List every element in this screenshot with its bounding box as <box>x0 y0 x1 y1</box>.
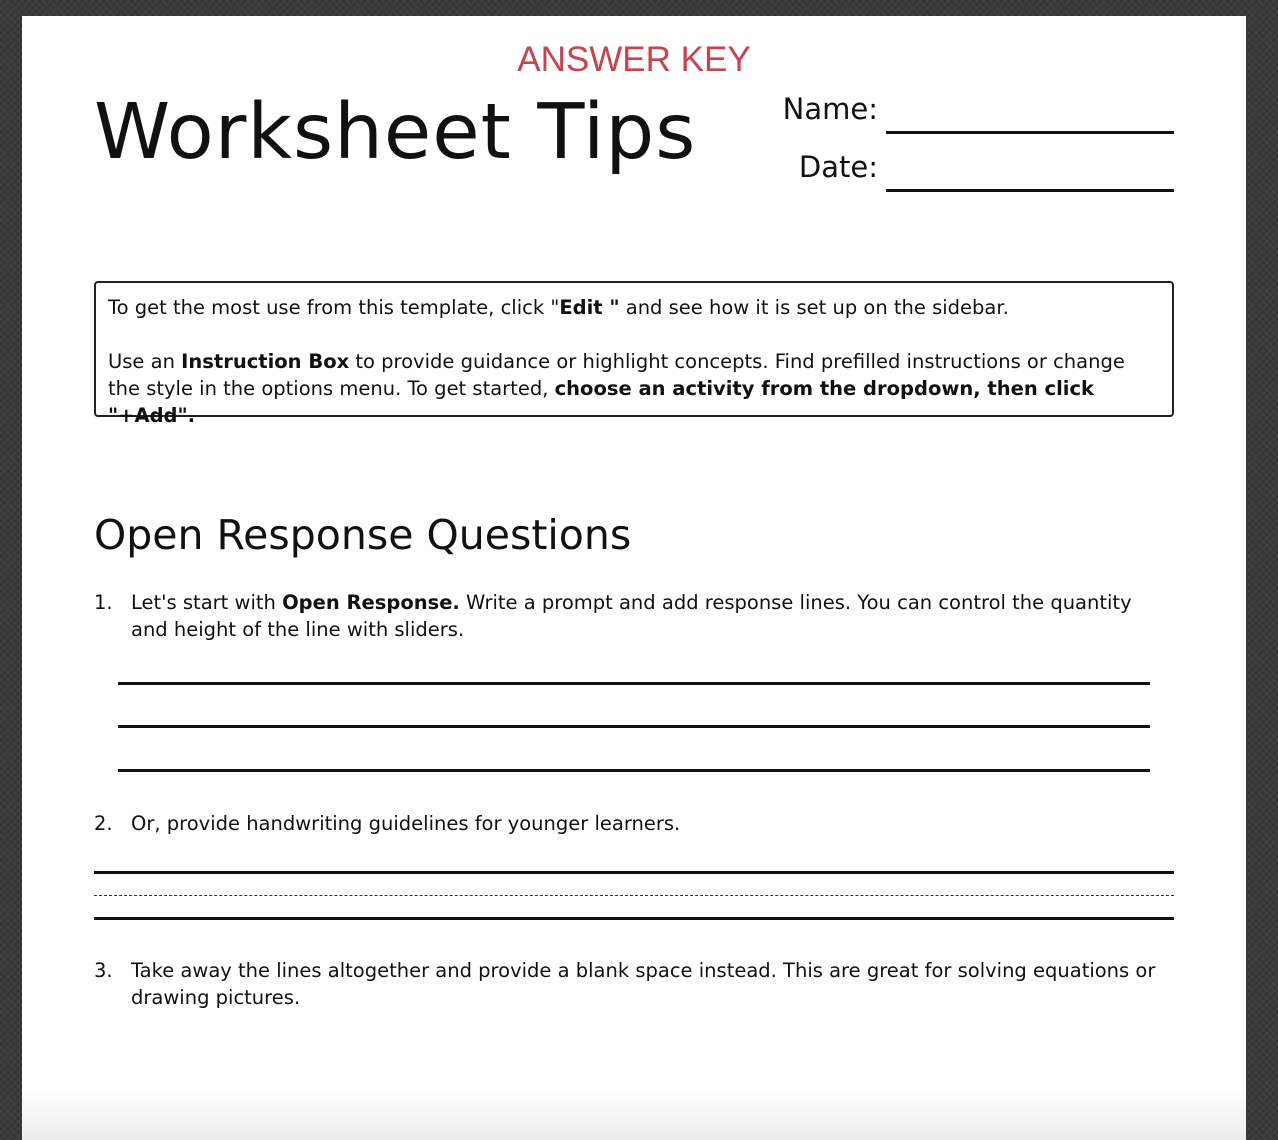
response-line[interactable] <box>118 682 1150 685</box>
instruction-box <box>94 281 1174 427</box>
page-title: Worksheet Tips <box>94 88 697 177</box>
answer-key-label: ANSWER KEY <box>517 40 751 79</box>
name-label: Name: <box>782 92 878 126</box>
date-label: Date: <box>798 150 878 184</box>
question-text: Take away the lines altogether and provide a blank space instead. This are great for solving equations or drawing pictures. <box>131 959 1156 1009</box>
handwriting-base-line[interactable] <box>94 917 1174 920</box>
handwriting-top-line[interactable] <box>94 871 1174 874</box>
name-field-line[interactable] <box>886 131 1174 134</box>
question-number: 1. <box>94 591 113 614</box>
handwriting-midline <box>94 895 1174 896</box>
worksheet-page <box>22 16 1246 1140</box>
instruction-bold-text: Instruction Box <box>181 350 350 373</box>
question-text <box>131 589 1174 643</box>
question-text: Or, provide handwriting guidelines for younger learners. <box>131 812 681 835</box>
response-line[interactable] <box>118 725 1150 728</box>
response-line[interactable] <box>118 769 1150 772</box>
question-number: 2. <box>94 812 113 835</box>
question-1 <box>94 589 1174 643</box>
question-3 <box>94 957 1174 1011</box>
instruction-bold-text: choose an activity from the dropdown, then click "+Add". <box>108 377 1094 427</box>
instruction-text: To get the most use from this template, click " <box>108 296 560 319</box>
instruction-paragraph-2 <box>108 348 1160 429</box>
date-field-line[interactable] <box>886 189 1174 192</box>
question-2 <box>94 810 1174 837</box>
instruction-bold-text: Edit " <box>559 296 620 319</box>
instruction-paragraph-1 <box>108 294 1160 321</box>
question-text-part: Write a prompt and add response lines. You can control the quantity and height of the line with sliders. <box>131 591 1132 641</box>
instruction-text: and see how it is set up on the sidebar. <box>619 296 1009 319</box>
section-title: Open Response Questions <box>94 511 632 559</box>
question-bold-text: Open Response. <box>282 591 460 614</box>
question-number: 3. <box>94 959 113 982</box>
instruction-text: to provide guidance or highlight concepts. Find prefilled instructions or change the style in the options menu. To get started, <box>108 350 1125 400</box>
page-bottom-shade <box>22 1090 1246 1140</box>
instruction-text: Use an <box>108 350 182 373</box>
question-text-part: Let's start with <box>131 591 283 614</box>
